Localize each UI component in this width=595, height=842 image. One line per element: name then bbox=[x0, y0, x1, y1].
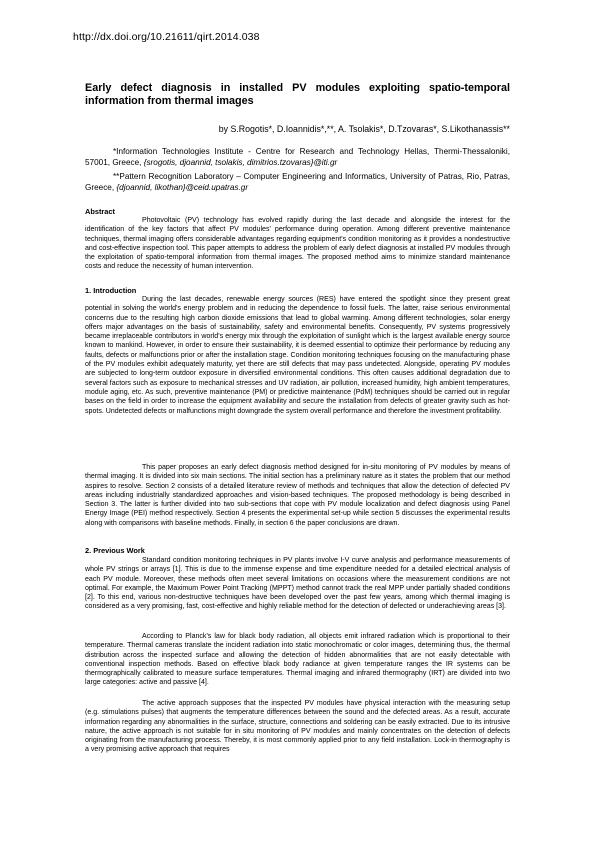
paper-title: Early defect diagnosis in installed PV modules exploiting spatio-temporal information from thermal images bbox=[85, 82, 510, 107]
affiliation-2-text: **Pattern Recognition Laboratory – Computer Engineering and Informatics, University of Patras, Rio, Patras, Greece, bbox=[85, 172, 510, 192]
abstract-paragraph bbox=[85, 216, 510, 272]
affiliation-1 bbox=[85, 146, 510, 168]
author-list: by S.Rogotis*, D.Ioannidis*,**, A. Tsolakis*, D.Tzovaras*, S.Likothanassis** bbox=[218, 124, 510, 134]
abstract-heading: Abstract bbox=[85, 207, 115, 216]
affiliation-2-email: {djoannid, likothan}@ceid.upatras.gr bbox=[116, 183, 249, 192]
previous-work-p1-text: Standard condition monitoring techniques in PV plants involve I-V curve analysis and performance measurements of whole PV strings or arrays [1]. This is due to the immense expense and time expenditure needed for a detailed electrical analysis of each PV module. Moreover, these methods often meet several limitations on occasions where the measurement conditions are not optimal. For example, the Maximum Power Point Tracking (MPPT) method cannot track the real MPP under partially shaded conditions [2]. To this end, various non-destructive techniques have been developed over the past few years, among which thermal imaging is considered as a very promising, fast, cost-effective and highly reliable method for the detection of defected or underachieving areas [3]. bbox=[85, 557, 510, 611]
introduction-paragraph-2 bbox=[85, 463, 510, 528]
doi-link[interactable]: http://dx.doi.org/10.21611/qirt.2014.038 bbox=[73, 31, 260, 43]
introduction-paragraph-1 bbox=[85, 295, 510, 416]
introduction-p1-text: During the last decades, renewable energy sources (RES) have entered the spotlight since they present great potential in solving the world's energy problem and in reducing the dependence to fossil fuels. The latter, raise serious environmental concerns due to the resulting high carbon dioxide emissions that lead to global warming. Among different technologies, solar energy offers major advantages on the basis of sustainability, safety and environmental benefits. Consequently, PV systems progressively became irreplaceable contributors in world's energy mix through the exploitation of sunlight which is the largest available energy source known to mankind. However, in order to ensure their sustainability, it is deemed essential to optimize their performance by reducing any faults, defects or malfunctions prior or after the installation stage. Condition monitoring techniques focusing on the manufacturing phase of the PV modules exhibit adequately maturity, yet there are still defects that may pass undetected. Alongside, operating PV modules are subjected to long-term outdoor exposure in diversified environmental conditions. This often causes additional degradation due to several factors such as exposure to mechanical stresses and UV radiation, air pollution, increased humidity, high ambient temperatures, module aging, etc. As such, preventive maintenance (PM) or predictive maintenance (PdM) techniques should be carried out in regular bases on the field in order to increase the equipment availability and secure the installation from defects of greater gravity such as hot-spots. Undetected defects or malfunctions might downgrade the system overall performance and therefore the investment profitability. bbox=[85, 296, 510, 415]
previous-work-paragraph-1 bbox=[85, 556, 510, 612]
affiliation-2 bbox=[85, 171, 510, 193]
previous-work-paragraph-2 bbox=[85, 632, 510, 688]
previous-work-heading: 2. Previous Work bbox=[85, 546, 145, 555]
affiliation-1-email: {srogotis, djoannid, tsolakis, dimitrios.tzovaras}@iti.gr bbox=[143, 158, 338, 167]
previous-work-p3-text: The active approach supposes that the inspected PV modules have physical interaction with the measuring setup (e.g. stimulations pulses) that augments the temperature differences between the sound and the defected areas. As a result, accurate information regarding any abnormalities in the surface, structure, connections and soldering can be easily extracted. Due to its intrusive nature, the active approach is not suitable for in situ monitoring of PV modules and mainly concentrates on the detection of defects originating from the manufacturing process. Thereby, it is most commonly applied prior to any field installation. Lock-in thermography is a very promising active approach that requires bbox=[85, 700, 510, 754]
introduction-heading: 1. Introduction bbox=[85, 286, 137, 295]
previous-work-p2-text: According to Planck's law for black body radiation, all objects emit infrared radiation which is proportional to their temperature. Thermal cameras translate the incident radiation into static monochromatic or color images, determining thus, the thermal distribution across the inspected surface and allowing the detection of hidden abnormalities that are not easily detectable with conventional inspection methods. Based on effective black body radiance at given temperature ranges the IR systems can be thermographically calibrated to measure surface temperatures. Thermal imaging and infrared thermography (IRT) are divided into two large categories: active and passive [4]. bbox=[85, 633, 510, 687]
affiliation-1-text: *Information Technologies Institute - Centre for Research and Technology Hellas, Thermi-Thessaloniki, 57001, Greece, bbox=[85, 147, 510, 167]
abstract-text: Photovoltaic (PV) technology has evolved rapidly during the last decade and alongside the interest for the identification of the key factors that affect PV modules' performance during operation. Among different preventive maintenance techniques, thermal imaging offers considerable advantages regarding equipment's condition monitoring as it provides a nondestructive and cost-effective inspection tool. This paper attempts to address the problem of early defect diagnosis at installed PV modules through the exploitation of spatio-temporal information from thermal images. The proposed method aims to minimize standard maintenance costs and reduce the necessity of human intervention. bbox=[85, 217, 510, 271]
introduction-p2-text: This paper proposes an early defect diagnosis method designed for in-situ monitoring of PV modules by means of thermal imaging. It is divided into six main sections. The initial section has a preliminary nature as it states the problem that our method aspires to resolve. Section 2 consists of a detailed literature review of methods and techniques that allow the detection of defected PV areas including industrially standardized approaches and vision-based techniques. The proposed methodology is being described in Section 3. The latter is further divided into two sub-sections that cope with PV module localization and defect diagnosis using Panel Energy Image (PEI) method respectively. Section 4 presents the experimental set-up while section 5 discusses the experimental results along with comparisons with baseline methods. Finally, in section 6 the paper conclusions are drawn. bbox=[85, 464, 510, 527]
previous-work-paragraph-3 bbox=[85, 699, 510, 755]
